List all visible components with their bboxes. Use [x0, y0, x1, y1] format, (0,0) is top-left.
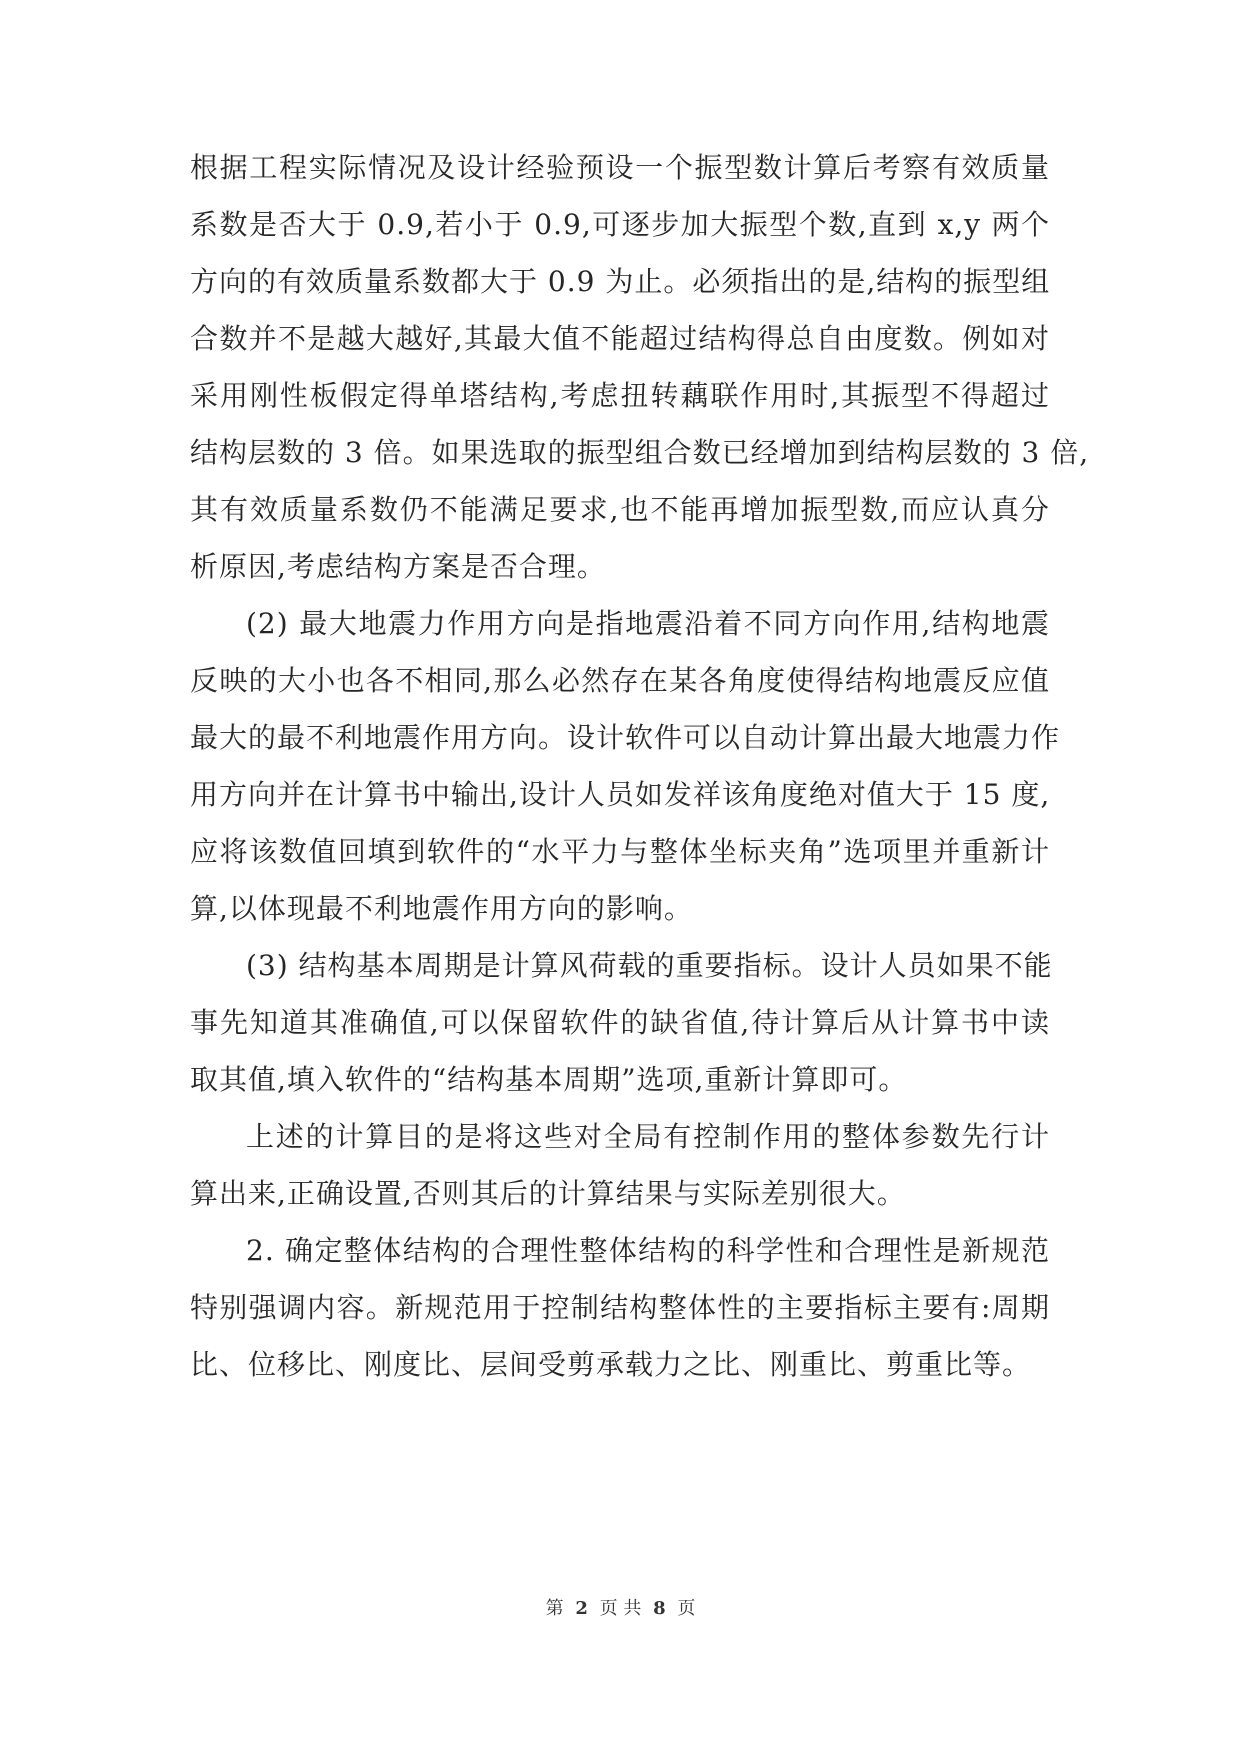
text-line: 上述的计算目的是将这些对全局有控制作用的整体参数先行计	[246, 1120, 1050, 1153]
text-line: 比、位移比、刚度比、层间受剪承载力之比、刚重比、剪重比等。	[190, 1348, 1032, 1381]
text-line: 用方向并在计算书中输出,设计人员如发祥该角度绝对值大于 15 度,	[190, 778, 1051, 811]
text-line: 结构层数的 3 倍。如果选取的振型组合数已经增加到结构层数的 3 倍,	[190, 436, 1090, 469]
footer-prefix: 第	[545, 1598, 564, 1619]
text-line: 其有效质量系数仍不能满足要求,也不能再增加振型数,而应认真分	[190, 493, 1050, 526]
page-footer	[0, 1597, 1241, 1621]
text-line: 算,以体现最不利地震作用方向的影响。	[190, 892, 693, 925]
text-line: 方向的有效质量系数都大于 0.9 为止。必须指出的是,结构的振型组	[190, 265, 1051, 298]
page-number: 2	[575, 1598, 588, 1619]
text-line: 应将该数值回填到软件的“水平力与整体坐标夹角”选项里并重新计	[190, 835, 1050, 868]
text-line: 2. 确定整体结构的合理性整体结构的科学性和合理性是新规范	[246, 1234, 1050, 1267]
text-line: (3) 结构基本周期是计算风荷载的重要指标。设计人员如果不能	[246, 949, 1053, 982]
text-line: 特别强调内容。新规范用于控制结构整体性的主要指标主要有:周期	[190, 1291, 1050, 1324]
text-line: 系数是否大于 0.9,若小于 0.9,可逐步加大振型个数,直到 x,y 两个	[190, 208, 1050, 241]
text-line: 析原因,考虑结构方案是否合理。	[190, 550, 606, 583]
text-line: (2) 最大地震力作用方向是指地震沿着不同方向作用,结构地震	[246, 607, 1050, 640]
text-line: 采用刚性板假定得单塔结构,考虑扭转藕联作用时,其振型不得超过	[190, 379, 1050, 412]
total-pages: 8	[653, 1598, 666, 1619]
text-line: 合数并不是越大越好,其最大值不能超过结构得总自由度数。例如对	[190, 322, 1050, 355]
text-line: 最大的最不利地震作用方向。设计软件可以自动计算出最大地震力作	[190, 721, 1061, 754]
text-line: 算出来,正确设置,否则其后的计算结果与实际差别很大。	[190, 1177, 906, 1210]
text-line: 根据工程实际情况及设计经验预设一个振型数计算后考察有效质量	[190, 151, 1050, 184]
text-line: 取其值,填入软件的“结构基本周期”选项,重新计算即可。	[190, 1063, 908, 1096]
footer-suffix: 页	[677, 1598, 696, 1619]
text-line: 反映的大小也各不相同,那么必然存在某各角度使得结构地震反应值	[190, 664, 1050, 697]
footer-middle: 页 共	[599, 1598, 642, 1619]
text-line: 事先知道其准确值,可以保留软件的缺省值,待计算后从计算书中读	[190, 1006, 1050, 1039]
